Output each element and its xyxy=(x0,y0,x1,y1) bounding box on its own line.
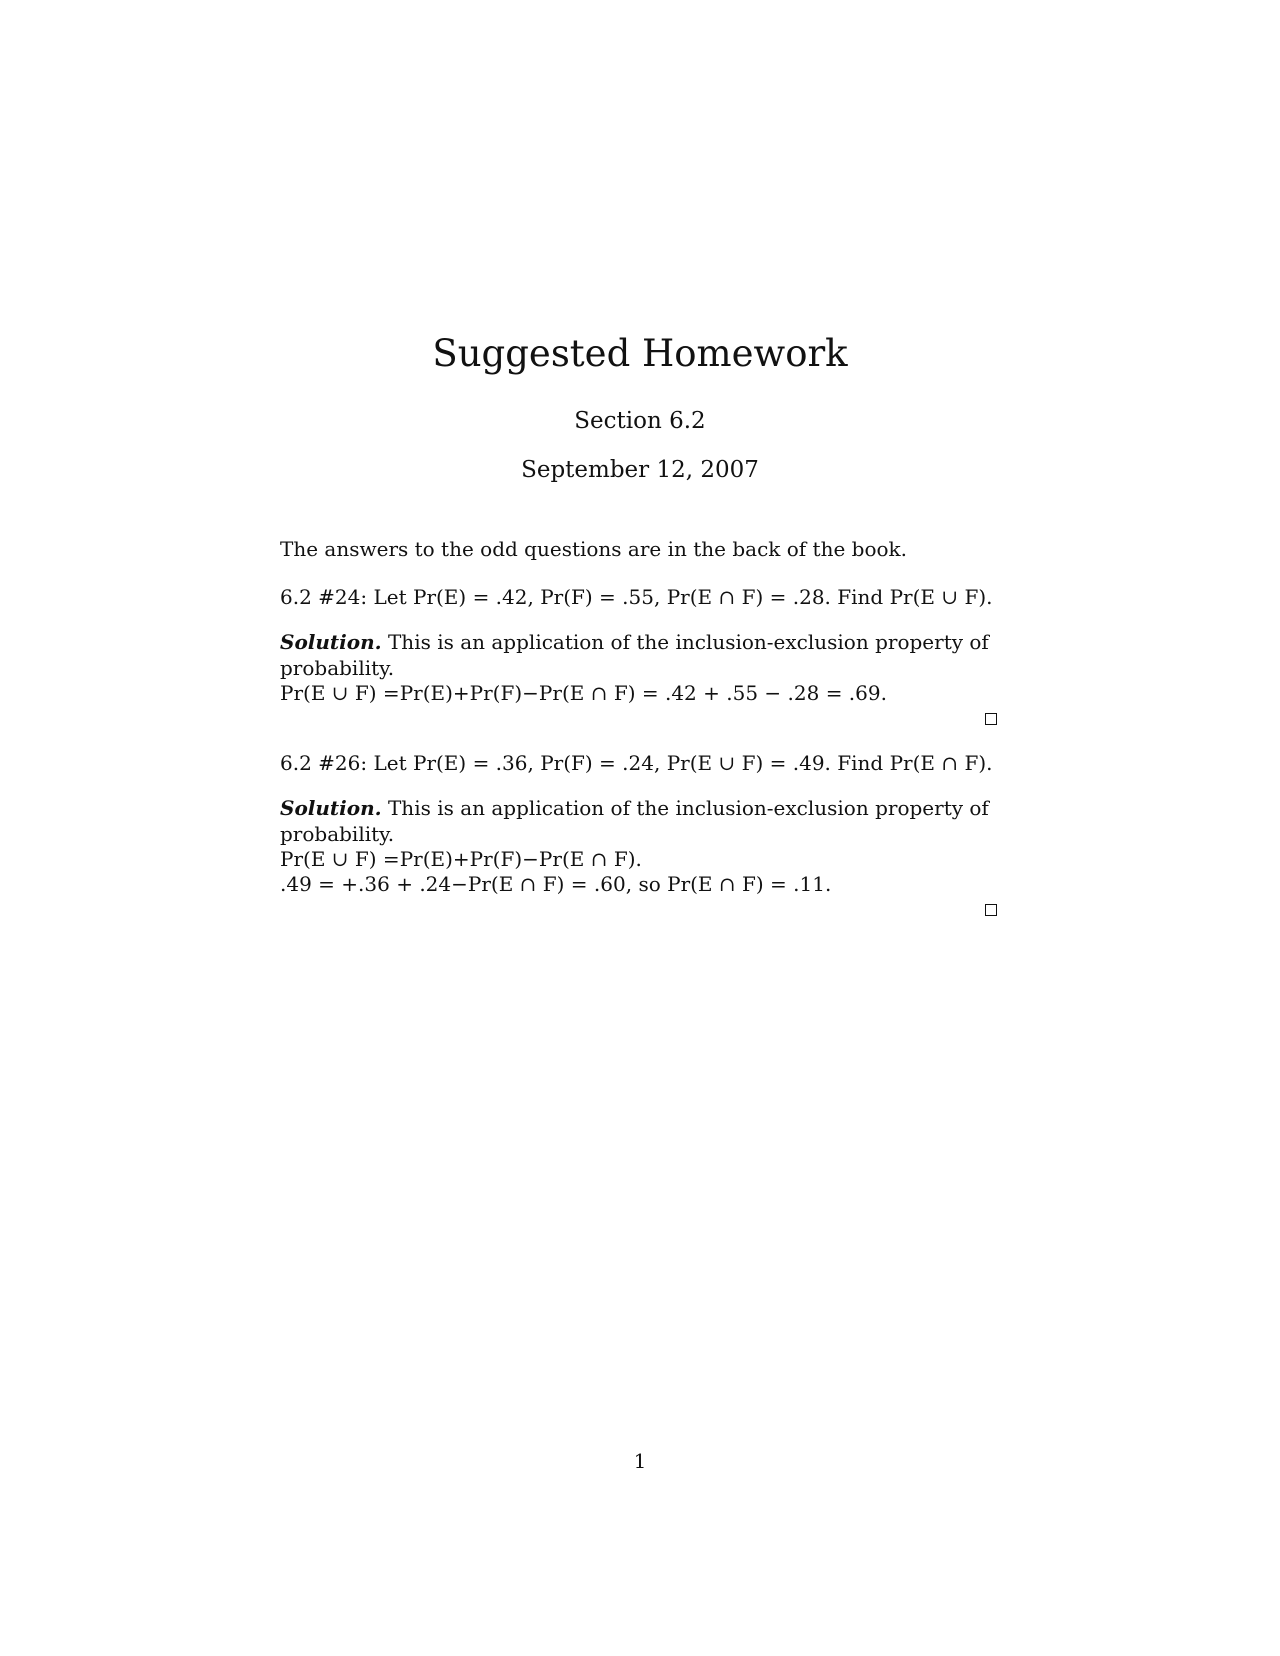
problem-24-solution-line xyxy=(280,630,989,655)
document-date: September 12, 2007 xyxy=(521,457,759,483)
qed-square-icon xyxy=(985,904,997,916)
problem-26-solution-line xyxy=(280,796,989,821)
qed-square-icon xyxy=(985,713,997,725)
problem-26-given: Pr(E) = .36, Pr(F) = .24, Pr(E ∪ F) = .49. xyxy=(412,751,831,775)
page-number: 1 xyxy=(633,1449,647,1473)
problem-26-work-2: .49 = +.36 + .24−Pr(E ∩ F) = .60, so Pr(E ∩ F) = .11. xyxy=(280,872,832,896)
section-label: Section 6.2 xyxy=(574,408,706,434)
intro-text: The answers to the odd questions are in the back of the book. xyxy=(280,537,908,561)
solution-label: Solution. xyxy=(280,796,382,820)
problem-24-ask: Find Pr(E ∪ F). xyxy=(837,585,993,609)
problem-26-prefix: 6.2 #26: Let xyxy=(280,751,413,775)
problem-26-statement xyxy=(280,751,993,776)
solution-label: Solution. xyxy=(280,630,382,654)
problem-26-solution-cont: probability. xyxy=(280,822,395,846)
solution-text: This is an application of the inclusion-exclusion property of xyxy=(387,630,989,654)
solution-text: This is an application of the inclusion-exclusion property of xyxy=(387,796,989,820)
document-title: Suggested Homework xyxy=(432,332,848,375)
problem-24-given: Pr(E) = .42, Pr(F) = .55, Pr(E ∩ F) = .28. xyxy=(412,585,831,609)
problem-24-work: Pr(E ∪ F) =Pr(E)+Pr(F)−Pr(E ∩ F) = .42 + .55 − .28 = .69. xyxy=(280,681,887,705)
problem-24-statement xyxy=(280,585,993,610)
problem-24-prefix: 6.2 #24: Let xyxy=(280,585,413,609)
problem-26-ask: Find Pr(E ∩ F). xyxy=(837,751,993,775)
problem-24-solution-cont: probability. xyxy=(280,656,395,680)
problem-26-work-1: Pr(E ∪ F) =Pr(E)+Pr(F)−Pr(E ∩ F). xyxy=(280,847,642,871)
